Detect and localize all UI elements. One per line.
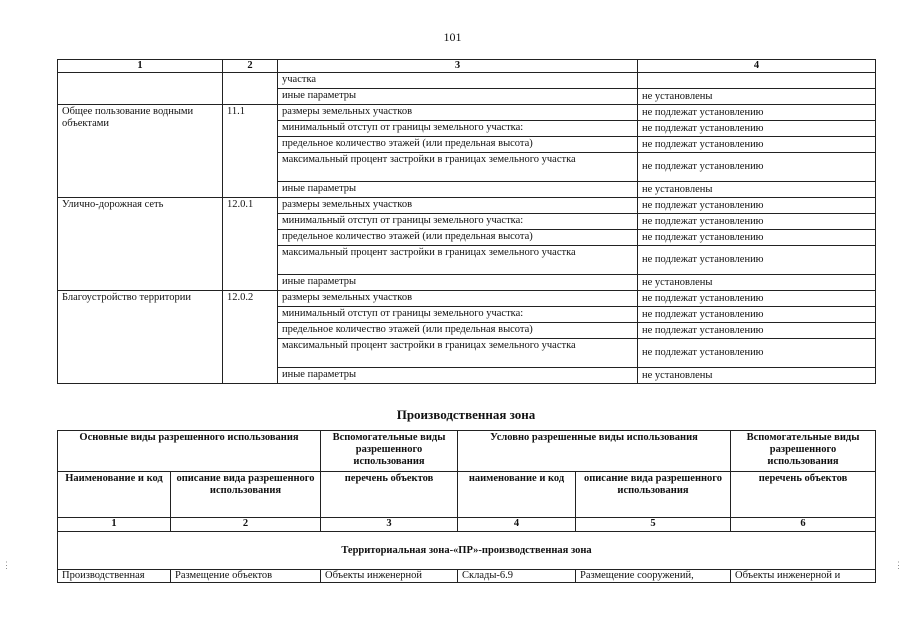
column-header: 1: [58, 60, 223, 73]
value-cell: не подлежат установлению: [638, 153, 876, 182]
parameter-cell: предельное количество этажей (или предельная высота): [278, 137, 638, 153]
parameter-cell: максимальный процент застройки в границах земельного участка: [278, 153, 638, 182]
column-header: 3: [278, 60, 638, 73]
value-cell: не подлежат установлению: [638, 214, 876, 230]
value-cell: не установлены: [638, 182, 876, 198]
use-name-cell: Общее пользование водными объектами: [58, 105, 223, 198]
column-header: 4: [638, 60, 876, 73]
section-title: Производственная зона: [396, 407, 536, 422]
parameter-cell: иные параметры: [278, 89, 638, 105]
parameter-cell: минимальный отступ от границы земельного участка:: [278, 307, 638, 323]
value-cell: не подлежат установлению: [638, 121, 876, 137]
header-main-uses: Основные виды разрешенного использования: [58, 431, 321, 472]
header-conditional-uses: Условно разрешенные виды использования: [458, 431, 731, 472]
use-code-cell: 12.0.1: [223, 198, 278, 291]
parameter-cell: предельное количество этажей (или предельная высота): [278, 323, 638, 339]
value-cell: не подлежат установлению: [638, 105, 876, 121]
parameter-cell: размеры земельных участков: [278, 198, 638, 214]
subheader-description: описание вида разрешенного использования: [171, 472, 321, 518]
column-number: 1: [58, 518, 171, 532]
value-cell: не подлежат установлению: [638, 198, 876, 214]
parameter-cell: иные параметры: [278, 275, 638, 291]
subheader-objects-2: перечень объектов: [731, 472, 876, 518]
value-cell: не подлежат установлению: [638, 291, 876, 307]
parameter-cell: минимальный отступ от границы земельного участка:: [278, 214, 638, 230]
value-cell: не подлежат установлению: [638, 307, 876, 323]
value-cell: не подлежат установлению: [638, 246, 876, 275]
use-code-cell: [223, 73, 278, 105]
parameter-cell: предельное количество этажей (или предельная высота): [278, 230, 638, 246]
parameter-cell: участка: [278, 73, 638, 89]
table-cell: Объекты инженерной и: [731, 570, 876, 583]
parameter-cell: максимальный процент застройки в границах земельного участка: [278, 246, 638, 275]
parameter-cell: размеры земельных участков: [278, 105, 638, 121]
value-cell: не установлены: [638, 89, 876, 105]
column-number: 3: [321, 518, 458, 532]
header-auxiliary-uses: Вспомогательные виды разрешенного использования: [321, 431, 458, 472]
column-number: 4: [458, 518, 576, 532]
use-name-cell: Благоустройство территории: [58, 291, 223, 384]
column-header: 2: [223, 60, 278, 73]
use-name-cell: Улично-дорожная сеть: [58, 198, 223, 291]
edge-mark-left: ⋮: [2, 560, 11, 570]
parameter-cell: иные параметры: [278, 368, 638, 384]
value-cell: не подлежат установлению: [638, 339, 876, 368]
parameter-cell: максимальный процент застройки в границах земельного участка: [278, 339, 638, 368]
zone-title: Территориальная зона-«ПР»-производственная зона: [58, 532, 876, 570]
table-cell: Производственная: [58, 570, 171, 583]
value-cell: не подлежат установлению: [638, 137, 876, 153]
column-number: 5: [576, 518, 731, 532]
value-cell: не установлены: [638, 368, 876, 384]
value-cell: не подлежат установлению: [638, 323, 876, 339]
column-number: 2: [171, 518, 321, 532]
value-cell: не установлены: [638, 275, 876, 291]
table-cell: Размещение объектов: [171, 570, 321, 583]
value-cell: [638, 73, 876, 89]
parameters-table: [57, 59, 876, 384]
table-cell: Склады-6.9: [458, 570, 576, 583]
subheader-name-code-2: наименование и код: [458, 472, 576, 518]
parameter-cell: минимальный отступ от границы земельного участка:: [278, 121, 638, 137]
table-cell: Объекты инженерной: [321, 570, 458, 583]
page-number: 101: [443, 30, 462, 44]
table-cell: Размещение сооружений,: [576, 570, 731, 583]
subheader-description-2: описание вида разрешенного использования: [576, 472, 731, 518]
parameter-cell: иные параметры: [278, 182, 638, 198]
subheader-name-code: Наименование и код: [58, 472, 171, 518]
production-zone-table: [57, 430, 876, 583]
use-code-cell: 11.1: [223, 105, 278, 198]
use-name-cell: [58, 73, 223, 105]
edge-mark-right: ⋮: [894, 560, 903, 570]
subheader-objects: перечень объектов: [321, 472, 458, 518]
use-code-cell: 12.0.2: [223, 291, 278, 384]
parameter-cell: размеры земельных участков: [278, 291, 638, 307]
column-number: 6: [731, 518, 876, 532]
header-auxiliary-uses-2: Вспомогательные виды разрешенного использования: [731, 431, 876, 472]
value-cell: не подлежат установлению: [638, 230, 876, 246]
